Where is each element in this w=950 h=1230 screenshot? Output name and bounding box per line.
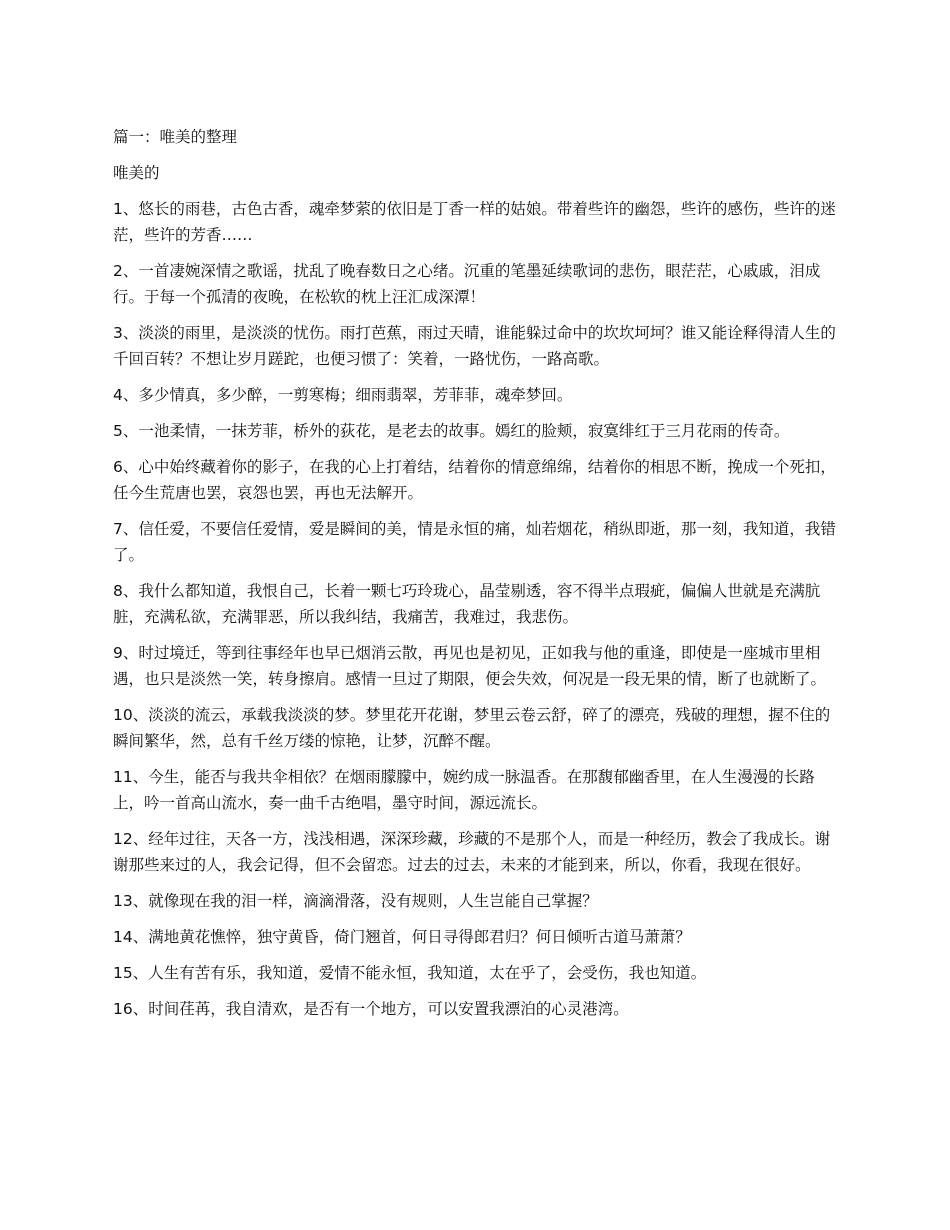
document-subtitle: 唯美的 [113,164,160,182]
paragraph-10: 10、淡淡的流云，承载我淡淡的梦。梦里花开花谢，梦里云卷云舒，碎了的漂亮，残破的理想，握不住的瞬间繁华，然，总有千丝万缕的惊艳，让梦，沉醉不醒。 [113,706,831,750]
paragraph-7: 7、信任爱，不要信任爱情，爱是瞬间的美，情是永恒的痛，灿若烟花，稍纵即逝，那一刻，我知道，我错了。 [113,520,836,564]
paragraph-11: 11、今生，能否与我共伞相依？在烟雨朦朦中，婉约成一脉温香。在那馥郁幽香里，在人生漫漫的长路上，吟一首高山流水，奏一曲千古绝唱，墨守时间，源远流长。 [113,768,815,812]
paragraph-12: 12、经年过往，天各一方，浅浅相遇，深深珍藏，珍藏的不是那个人，而是一种经历，教会了我成长。谢谢那些来过的人，我会记得，但不会留恋。过去的过去，未来的才能到来，所以，你看，我现在很好。 [113,830,831,874]
paragraph-8: 8、我什么都知道，我恨自己，长着一颗七巧玲珑心，晶莹剔透，容不得半点瑕疵，偏偏人世就是充满肮脏，充满私欲，充满罪恶，所以我纠结，我痛苦，我难过，我悲伤。 [113,582,821,626]
paragraph-14: 14、满地黄花憔悴，独守黄昏，倚门翘首，何日寻得郎君归？何日倾听古道马萧萧？ [113,928,691,946]
paragraph-4: 4、多少情真，多少醉，一剪寒梅；细雨翡翠，芳菲菲，魂牵梦回。 [113,386,573,404]
paragraph-15: 15、人生有苦有乐，我知道，爱情不能永恒，我知道，太在乎了，会受伤，我也知道。 [113,964,707,982]
paragraph-9: 9、时过境迁，等到往事经年也早已烟消云散，再见也是初见，正如我与他的重逢，即使是一座城市里相遇，也只是淡然一笑，转身擦肩。感情一旦过了期限，便会失效，何况是一段无果的情，断了也就断了。 [113,644,827,688]
paragraph-2: 2、一首凄婉深情之歌谣，扰乱了晚春数日之心绪。沉重的笔墨延续歌词的悲伤，眼茫茫，心戚戚，泪成行。于每一个孤清的夜晚，在松软的枕上汪汇成深潭！ [113,262,821,306]
paragraph-1: 1、悠长的雨巷，古色古香，魂牵梦萦的依旧是丁香一样的姑娘。带着些许的幽怨，些许的感伤，些许的迷茫，些许的芳香…… [113,200,836,244]
paragraph-6: 6、心中始终藏着你的影子，在我的心上打着结，结着你的情意绵绵，结着你的相思不断，挽成一个死扣，任今生荒唐也罢，哀怨也罢，再也无法解开。 [113,458,836,502]
paragraph-16: 16、时间荏苒，我自清欢，是否有一个地方，可以安置我漂泊的心灵港湾。 [113,1000,629,1018]
paragraph-5: 5、一池柔情，一抹芳菲，桥外的荻花，是老去的故事。嫣红的脸颊，寂寞绯红于三月花雨的传奇。 [113,422,790,440]
paragraph-3: 3、淡淡的雨里，是淡淡的忧伤。雨打芭蕉，雨过天晴，谁能躲过命中的坎坎坷坷？谁又能诠释得清人生的千回百转？不想让岁月蹉跎，也便习惯了：笑着，一路忧伤，一路高歌。 [113,324,836,368]
document-title: 篇一：唯美的整理 [113,128,238,146]
document-page [113,124,845,1032]
paragraph-13: 13、就像现在我的泪一样，滴滴滑落，没有规则，人生岂能自己掌握？ [113,892,598,910]
